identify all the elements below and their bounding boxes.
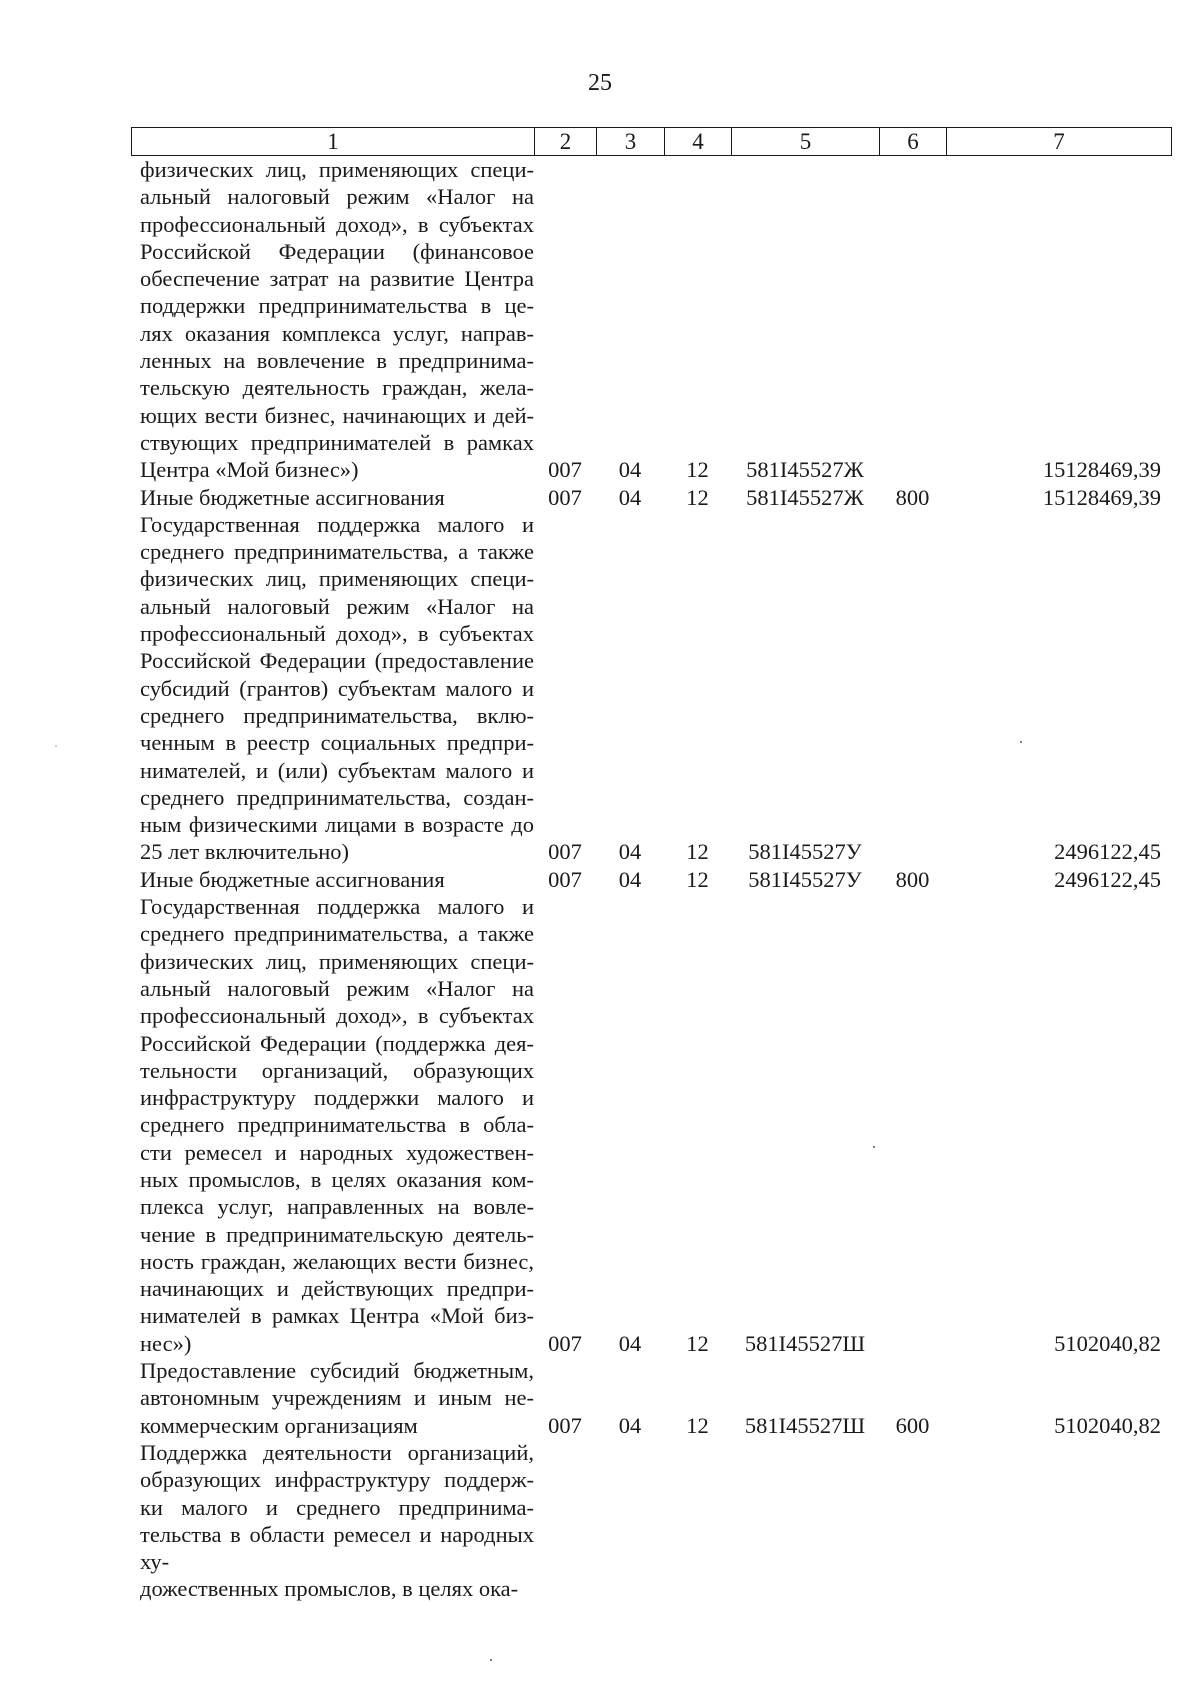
scan-speck	[490, 1659, 492, 1661]
row-description	[131, 511, 534, 866]
description-line: физических лиц, применяющих специ-	[140, 157, 534, 182]
description-line: ки малого и среднего предпринима-	[140, 1494, 534, 1520]
description-line: Центра «Мой бизнес»)	[140, 457, 359, 483]
description-line: лях оказания комплекса услуг, направ-	[140, 320, 534, 346]
expense-type-code: 800	[895, 484, 930, 510]
description-line: дожественных промыслов, в целях ока-	[140, 1576, 519, 1602]
description-line: Российской Федерации (предоставление	[140, 648, 534, 674]
subsection-code: 12	[686, 839, 709, 865]
column-header-4: 4	[665, 128, 732, 156]
description-line: Иные бюджетные ассигнования	[140, 866, 445, 892]
expense-type-code: 800	[895, 866, 930, 892]
row-description	[131, 1357, 534, 1439]
budget-table	[131, 156, 1171, 1603]
description-line: ленных на вовлечение в предпринима-	[140, 348, 534, 374]
ministry-code: 007	[548, 1412, 582, 1438]
description-line: ченным в реестр социальных предпри-	[140, 730, 534, 756]
column-header-3: 3	[597, 128, 665, 156]
table-row	[131, 1439, 1171, 1603]
amount: 5102040,82	[1054, 1330, 1161, 1356]
subsection-code: 12	[686, 484, 709, 510]
subsection-code	[664, 1439, 731, 1603]
description-line: 25 лет включительно)	[140, 839, 349, 865]
description-line: тельности организаций, образующих	[140, 1057, 534, 1083]
target-article-code: 581I45527У	[748, 839, 862, 865]
ministry-code: 007	[548, 839, 582, 865]
row-description	[131, 893, 534, 1357]
target-article-code: 581I45527Ж	[746, 457, 864, 483]
description-line: автономным учреждениям и иным не-	[140, 1385, 534, 1411]
section-code: 04	[618, 1412, 642, 1438]
subsection-code: 12	[686, 457, 709, 483]
amount: 2496122,45	[1054, 839, 1161, 865]
expense-type-code	[879, 1439, 946, 1603]
row-description	[131, 866, 534, 893]
ministry-code: 007	[548, 484, 582, 510]
description-line: среднего предпринимательства, а также	[140, 539, 534, 565]
target-article-code: 581I45527Ш	[744, 1412, 866, 1438]
amount: 15128469,39	[1042, 457, 1161, 483]
description-line: профессиональный доход», в субъектах	[140, 621, 534, 647]
description-line: нимателей в рамках Центра «Мой биз-	[140, 1303, 534, 1329]
description-line: ных промыслов, в целях оказания ком-	[140, 1166, 534, 1192]
target-article-code: 581I45527Ж	[746, 484, 864, 510]
scan-speck	[55, 745, 57, 747]
amount: 2496122,45	[1054, 866, 1161, 892]
page-number: 25	[588, 70, 612, 96]
table-row	[131, 866, 1171, 893]
description-line: обеспечение затрат на развитие Центра	[140, 266, 534, 292]
column-header-6: 6	[880, 128, 947, 156]
description-line: субсидий (грантов) субъектам малого и	[140, 675, 534, 701]
description-line: альный налоговый режим «Налог на	[140, 975, 534, 1001]
amount	[946, 1439, 1171, 1603]
subsection-code: 12	[686, 866, 709, 892]
table-row	[131, 156, 1171, 484]
ministry-code: 007	[548, 866, 582, 892]
table-row	[131, 484, 1171, 511]
target-article-code: 581I45527У	[748, 866, 862, 892]
description-line: тельства в области ремесел и народных ху-	[140, 1521, 534, 1575]
description-line: Иные бюджетные ассигнования	[140, 484, 445, 510]
row-description	[131, 484, 534, 511]
description-line: чение в предпринимательскую деятель-	[140, 1221, 534, 1247]
description-line: среднего предпринимательства в обла-	[140, 1112, 534, 1138]
description-line: нимателей, и (или) субъектам малого и	[140, 757, 534, 783]
ministry-code: 007	[548, 1330, 582, 1356]
target-article-code: 581I45527Ш	[744, 1330, 866, 1356]
target-article-code	[731, 1439, 879, 1603]
description-line: физических лиц, применяющих специ-	[140, 566, 534, 592]
ministry-code	[534, 1439, 596, 1603]
column-header-row	[131, 127, 1172, 156]
section-code: 04	[618, 1330, 642, 1356]
section-code: 04	[618, 457, 642, 483]
description-line: среднего предпринимательства, вклю-	[140, 702, 534, 728]
subsection-code: 12	[686, 1412, 709, 1438]
description-line: коммерческим организациям	[140, 1412, 418, 1438]
description-line: профессиональный доход», в субъектах	[140, 1003, 534, 1029]
table-row	[131, 511, 1171, 866]
expense-type-code	[879, 511, 946, 866]
description-line: Российской Федерации (поддержка дея-	[140, 1030, 534, 1056]
expense-type-code	[879, 156, 946, 484]
description-line: альный налоговый режим «Налог на	[140, 184, 534, 210]
description-line: ющих вести бизнес, начинающих и дей-	[140, 402, 534, 428]
description-line: среднего предпринимательства, а также	[140, 921, 534, 947]
expense-type-code: 600	[895, 1412, 930, 1438]
section-code	[596, 1439, 664, 1603]
row-description	[131, 1439, 534, 1603]
column-header-5: 5	[732, 128, 880, 156]
section-code: 04	[618, 484, 642, 510]
ministry-code: 007	[548, 457, 582, 483]
description-line: ность граждан, желающих вести бизнес,	[140, 1248, 534, 1274]
column-header-7: 7	[947, 128, 1172, 156]
amount: 15128469,39	[1042, 484, 1161, 510]
description-line: поддержки предпринимательства в це-	[140, 293, 534, 319]
expense-type-code	[879, 893, 946, 1357]
section-code: 04	[618, 839, 642, 865]
description-line: Предоставление субсидий бюджетным,	[140, 1358, 534, 1384]
description-line: сти ремесел и народных художествен-	[140, 1139, 534, 1165]
row-description	[131, 156, 534, 484]
description-line: Поддержка деятельности организаций,	[140, 1439, 534, 1465]
description-line: Государственная поддержка малого и	[140, 894, 534, 920]
column-header-1: 1	[132, 128, 535, 156]
description-line: образующих инфраструктуру поддерж-	[140, 1467, 534, 1493]
description-line: среднего предпринимательства, создан-	[140, 784, 534, 810]
description-line: плекса услуг, направленных на вовле-	[140, 1194, 534, 1220]
table-row	[131, 1357, 1171, 1439]
description-line: ным физическими лицами в возрасте до	[140, 812, 534, 838]
description-line: инфраструктуру поддержки малого и	[140, 1085, 534, 1111]
section-code: 04	[618, 866, 642, 892]
description-line: ствующих предпринимателей в рамках	[140, 429, 534, 455]
description-line: профессиональный доход», в субъектах	[140, 211, 534, 237]
description-line: альный налоговый режим «Налог на	[140, 593, 534, 619]
scan-speck	[873, 1146, 875, 1148]
amount: 5102040,82	[1054, 1412, 1161, 1438]
column-header-2: 2	[535, 128, 597, 156]
scan-speck	[1020, 741, 1022, 743]
table-row	[131, 893, 1171, 1357]
description-line: начинающих и действующих предпри-	[140, 1276, 534, 1302]
description-line: физических лиц, применяющих специ-	[140, 948, 534, 974]
description-line: нес»)	[140, 1330, 192, 1356]
description-line: Российской Федерации (финансовое	[140, 238, 534, 264]
subsection-code: 12	[686, 1330, 709, 1356]
description-line: Государственная поддержка малого и	[140, 511, 534, 537]
description-line: тельскую деятельность граждан, жела-	[140, 375, 534, 401]
